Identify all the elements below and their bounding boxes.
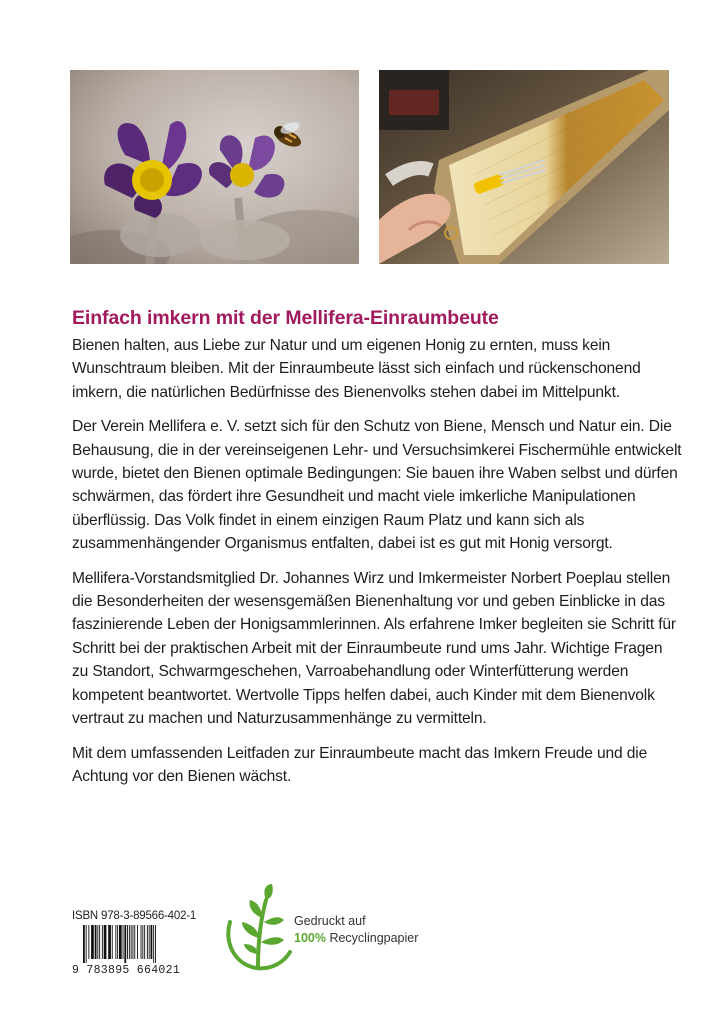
barcode-bar xyxy=(149,925,150,959)
paragraph-3: Mellifera-Vorstandsmitglied Dr. Johannes Wirz und Imkermeister Norbert Poeplau stellen die Besonderheiten der wesensgemäßen Bienenhaltung vor und geben Einblicke in das faszinierende Leben der Honigsammlerinnen. Als erfahrene Imker begleiten sie Schritt für Schritt bei der praktischen Arbeit mit der Einraumbeute rund ums Jahr. Wichtige Fragen zu Standort, Schwarmgeschehen, Varroabehandlung oder Winterfütterung werden kompetent beantwortet. Wertvolle Tipps helfen dabei, auch Kinder mit dem Bienenvolk vertraut zu machen und Naturzusammenhänge zu vermitteln. xyxy=(72,569,676,728)
eco-label-line1: Gedruckt auf xyxy=(294,914,366,928)
eco-paper-type: Recyclingpapier xyxy=(325,931,419,945)
barcode-bar xyxy=(86,925,87,963)
headline: Einfach imkern mit der Mellifera-Einraumbeute xyxy=(72,307,499,329)
pasque-flower-photo xyxy=(70,70,359,264)
paragraph-4: Mit dem umfassenden Leitfaden zur Einraumbeute macht das Imkern Freude und die Achtung vor den Bienen wächst. xyxy=(72,744,648,785)
isbn-label: ISBN 978-3-89566-402-1 xyxy=(72,910,197,922)
barcode-bar xyxy=(95,925,97,959)
barcode-bar xyxy=(97,925,98,959)
barcode-bar xyxy=(119,925,122,959)
barcode-bar xyxy=(131,925,132,959)
barcode-bar xyxy=(127,925,128,959)
barcode-bar xyxy=(108,925,111,959)
barcode-bar xyxy=(141,925,142,959)
barcode-bar xyxy=(99,925,100,959)
barcode-bar xyxy=(142,925,143,959)
barcode-bar xyxy=(112,925,113,959)
barcode-bar xyxy=(151,925,153,959)
barcode-icon xyxy=(83,925,193,963)
barcode-bar xyxy=(115,925,116,959)
paragraph-1: Bienen halten, aus Liebe zur Natur und um eigenen Honig zu ernten, muss kein Wunschtraum bleiben. Mit der Einraumbeute lässt sich einfach und rückenschonend imkern, die natürlichen Bedürfnisse des Bienenvolks stehen dabei im Mittelpunkt. xyxy=(72,337,641,401)
barcode-bar xyxy=(144,925,145,959)
barcode-bar xyxy=(123,925,124,959)
barcode-bar xyxy=(124,925,126,963)
barcode-bar xyxy=(104,925,107,959)
barcode-bar xyxy=(102,925,103,959)
barcode-bar xyxy=(137,925,138,959)
barcode-bar xyxy=(153,925,154,963)
description-text xyxy=(72,334,682,799)
barcode-bar xyxy=(133,925,134,959)
barcode-bar xyxy=(134,925,135,959)
barcode-bar xyxy=(88,925,89,959)
eco-percent: 100% xyxy=(294,931,326,945)
barcode-digits: 9 783895 664021 xyxy=(72,964,181,977)
barcode-bar xyxy=(129,925,130,959)
eco-label-line2 xyxy=(294,931,418,945)
barcode-bar xyxy=(83,925,85,963)
barcode-bar xyxy=(117,925,118,959)
barcode-bar xyxy=(155,925,156,963)
barcode-bar xyxy=(147,925,148,959)
honeycomb-photo xyxy=(379,70,669,264)
paragraph-2: Der Verein Mellifera e. V. setzt sich für den Schutz von Biene, Mensch und Natur ein. Die Behausung, die in der vereinseigenen Lehr- und Versuchsimkerei Fischermühle entwickelt wurde, bietet den Bienen optimale Bedingungen: Sie bauen ihre Waben selbst und dürfen schwärmen, das fördert ihre Gesundheit und macht viele imkerliche Manipulationen überflüssig. Das Volk findet in einem einzigen Raum Platz und kann sich als zusammenhängender Organismus entfalten, dabei ist es gut mit Honig versorgt. xyxy=(72,418,682,553)
barcode-bar xyxy=(91,925,94,959)
recycling-plant-icon xyxy=(222,882,294,972)
